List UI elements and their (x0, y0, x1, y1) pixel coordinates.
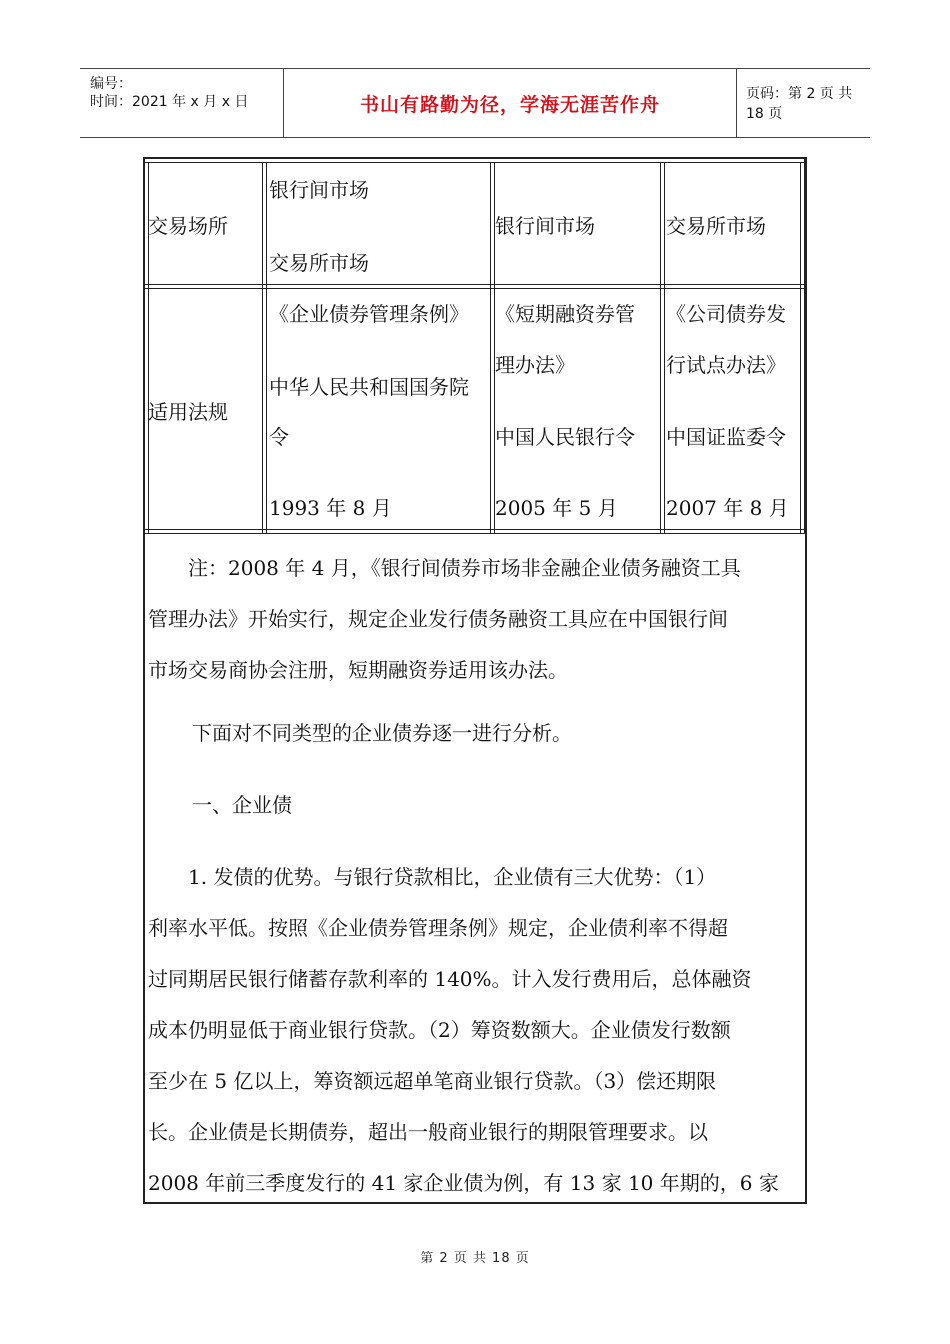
header-motto: 书山有路勤为径，学海无涯苦作舟 (283, 69, 737, 137)
text-line: 至少在 5 亿以上，筹资额远超单笔商业银行贷款。（3）偿还期限 (148, 1069, 717, 1093)
table-border (143, 288, 807, 289)
table-border (143, 162, 807, 163)
table-cell: 2005 年 5 月 (495, 496, 618, 520)
table-cell: 中国证监委令 (666, 425, 786, 449)
text-line: 注：2008 年 4 月，《银行间债券市场非金融企业债务融资工具 (148, 556, 741, 580)
text-line: 2008 年前三季度发行的 41 家企业债为例，有 13 家 10 年期的，6 家 (148, 1171, 779, 1195)
number-label: 编号： (90, 76, 132, 92)
header-page-label: 页码：第 2 页 共 18 页 (746, 86, 853, 122)
table-border (143, 533, 807, 534)
table-cell: 1993 年 8 月 (269, 496, 392, 520)
table-cell: 交易所市场 (269, 251, 369, 275)
table-border (143, 529, 807, 530)
table-border (664, 162, 665, 534)
row-label-venue: 交易场所 (148, 214, 228, 238)
text-line: 1. 发债的优势。与银行贷款相比，企业债有三大优势：（1） (148, 865, 717, 889)
table-cell: 中华人民共和国国务院 (269, 375, 469, 399)
table-cell: 2007 年 8 月 (666, 496, 789, 520)
table-cell: 交易所市场 (666, 214, 766, 238)
body-paragraph (148, 852, 804, 1209)
text-line: 市场交易商协会注册，短期融资券适用该办法。 (148, 658, 568, 682)
table-border (660, 162, 661, 534)
table-cell: 银行间市场 (269, 178, 369, 202)
text-line: 成本仍明显低于商业银行贷款。（2）筹资数额大。企业债发行数额 (148, 1018, 731, 1042)
table-cell: 银行间市场 (495, 214, 595, 238)
page-footer: 第 2 页 共 18 页 (420, 1251, 530, 1266)
row-label-regulation: 适用法规 (148, 400, 228, 424)
text-line: 管理办法》开始实行，规定企业发行债务融资工具应在中国银行间 (148, 607, 728, 631)
text-line: 过同期居民银行储蓄存款利率的 140%。计入发行费用后，总体融资 (148, 967, 752, 991)
table-border (266, 162, 267, 534)
section-heading: 一、企业债 (192, 793, 292, 817)
table-border (143, 157, 807, 159)
table-border (262, 162, 263, 534)
table-cell: 《公司债券发 (666, 302, 786, 326)
text-line: 长。企业债是长期债券，超出一般商业银行的期限管理要求。以 (148, 1120, 708, 1144)
note-paragraph (148, 543, 804, 696)
table-cell: 理办法》 (495, 353, 575, 377)
table-cell: 《短期融资券管 (495, 302, 635, 326)
intro-paragraph: 下面对不同类型的企业债券逐一进行分析。 (192, 721, 572, 745)
header-meta (80, 69, 283, 137)
table-cell: 行试点办法》 (666, 353, 786, 377)
page-header (80, 68, 870, 138)
time-label: 时间：2021 年 x 月 x 日 (90, 94, 249, 110)
table-border (490, 162, 491, 534)
table-cell: 中国人民银行令 (495, 425, 635, 449)
table-border (143, 284, 807, 285)
table-border (804, 157, 806, 534)
table-cell: 《企业债券管理条例》 (269, 302, 469, 326)
table-cell: 令 (269, 425, 289, 449)
text-line: 利率水平低。按照《企业债券管理条例》规定，企业债利率不得超 (148, 916, 728, 940)
table-border (800, 162, 801, 534)
comparison-table (143, 157, 807, 534)
